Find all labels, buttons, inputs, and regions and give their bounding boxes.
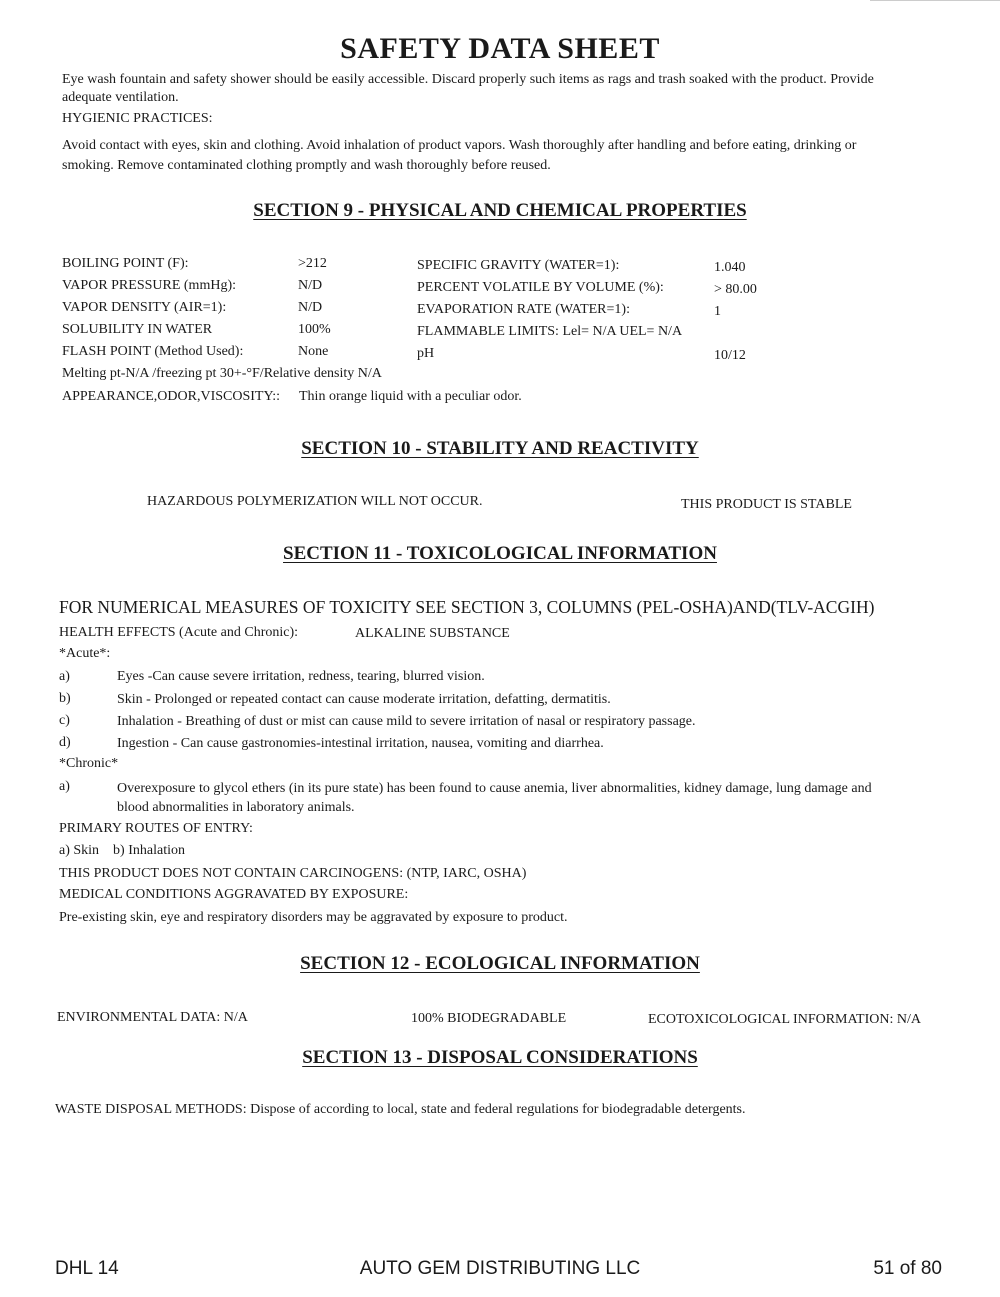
property-label: EVAPORATION RATE (WATER=1): [417,302,630,317]
acute-label: *Acute*: [59,646,111,661]
hygienic-line-2: smoking. Remove contaminated clothing promptly and wash thoroughly before reused. [62,158,551,173]
stability-text: THIS PRODUCT IS STABLE [681,497,852,512]
property-label: pH [417,346,435,361]
health-effects-label: HEALTH EFFECTS (Acute and Chronic): [59,625,299,640]
property-value: >212 [298,256,327,271]
list-item-text: Inhalation - Breathing of dust or mist can cause mild to severe irritation of nasal or respiratory passage. [117,714,696,729]
biodegradable-text: 100% BIODEGRADABLE [411,1011,567,1026]
ecotox-info: ECOTOXICOLOGICAL INFORMATION: N/A [648,1012,921,1027]
list-item-letter: a) [59,669,70,684]
chronic-line-1: Overexposure to glycol ethers (in its pure state) has been found to cause anemia, liver abnormalities, kidney damage, lung damage and [117,781,872,796]
routes-label: PRIMARY ROUTES OF ENTRY: [59,821,253,836]
property-value: None [298,344,329,359]
footer-page-number: 51 of 80 [873,1258,942,1279]
list-item-text: Ingestion - Can cause gastronomies-intestinal irritation, nausea, vomiting and diarrhea. [117,736,604,751]
polymerization-text: HAZARDOUS POLYMERIZATION WILL NOT OCCUR. [147,494,483,509]
chronic-line-2: blood abnormalities in laboratory animals. [117,800,355,815]
property-label: FLAMMABLE LIMITS: Lel= N/A UEL= N/A [417,324,683,339]
section-11-heading: SECTION 11 - TOXICOLOGICAL INFORMATION [283,543,717,564]
property-label: BOILING POINT (F): [62,256,189,271]
list-item-letter: c) [59,713,70,728]
numerical-measures-text: FOR NUMERICAL MEASURES OF TOXICITY SEE SECTION 3, COLUMNS (PEL-OSHA)AND(TLV-ACGIH) [59,597,875,617]
hygienic-label: HYGIENIC PRACTICES: [62,111,213,126]
section-10-heading: SECTION 10 - STABILITY AND REACTIVITY [301,438,699,459]
section-13-heading: SECTION 13 - DISPOSAL CONSIDERATIONS [302,1047,698,1068]
hygienic-line-1: Avoid contact with eyes, skin and clothing. Avoid inhalation of product vapors. Wash thoroughly after handling and before eating, drinking or [62,138,857,153]
property-label: SPECIFIC GRAVITY (WATER=1): [417,258,620,273]
property-value: N/D [298,300,323,315]
medical-label: MEDICAL CONDITIONS AGGRAVATED BY EXPOSURE: [59,887,409,902]
intro-line-1: Eye wash fountain and safety shower should be easily accessible. Discard properly such items as rags and trash soaked with the product. Provide [62,72,874,87]
property-value: 100% [298,322,331,337]
health-effects-value: ALKALINE SUBSTANCE [355,626,510,641]
routes-value: a) Skin b) Inhalation [59,843,185,858]
property-value: 1 [714,304,721,319]
footer-company: AUTO GEM DISTRIBUTING LLC [359,1258,641,1279]
appearance-label: APPEARANCE,ODOR,VISCOSITY:: [62,389,281,404]
list-item-letter: d) [59,735,71,750]
document-title: SAFETY DATA SHEET [340,32,660,65]
property-label: FLASH POINT (Method Used): [62,344,244,359]
property-value: > 80.00 [714,282,757,297]
carcinogens-text: THIS PRODUCT DOES NOT CONTAIN CARCINOGENS: (NTP, IARC, OSHA) [59,866,527,881]
medical-value: Pre-existing skin, eye and respiratory disorders may be aggravated by exposure to product. [59,910,568,925]
property-label: SOLUBILITY IN WATER [62,322,213,337]
section-12-heading: SECTION 12 - ECOLOGICAL INFORMATION [300,953,700,974]
section-9-heading: SECTION 9 - PHYSICAL AND CHEMICAL PROPERTIES [253,200,747,221]
footer-code: DHL 14 [55,1258,119,1279]
property-label: PERCENT VOLATILE BY VOLUME (%): [417,280,664,295]
appearance-value: Thin orange liquid with a peculiar odor. [299,389,522,404]
scan-edge-line [870,0,1000,1]
intro-line-2: adequate ventilation. [62,90,179,105]
chronic-label: *Chronic* [59,756,119,771]
property-label: VAPOR PRESSURE (mmHg): [62,278,237,293]
list-item-letter: a) [59,779,70,794]
melting-info: Melting pt-N/A /freezing pt 30+-°F/Relative density N/A [62,366,382,381]
property-value: N/D [298,278,323,293]
list-item-text: Eyes -Can cause severe irritation, redness, tearing, blurred vision. [117,669,485,684]
property-label: VAPOR DENSITY (AIR=1): [62,300,227,315]
property-value: 1.040 [714,260,746,275]
environmental-data: ENVIRONMENTAL DATA: N/A [57,1010,248,1025]
waste-disposal-text: WASTE DISPOSAL METHODS: Dispose of according to local, state and federal regulations for biodegradable detergents. [55,1102,746,1117]
list-item-letter: b) [59,691,71,706]
property-value: 10/12 [714,348,746,363]
list-item-text: Skin - Prolonged or repeated contact can cause moderate irritation, defatting, dermatitis. [117,692,611,707]
